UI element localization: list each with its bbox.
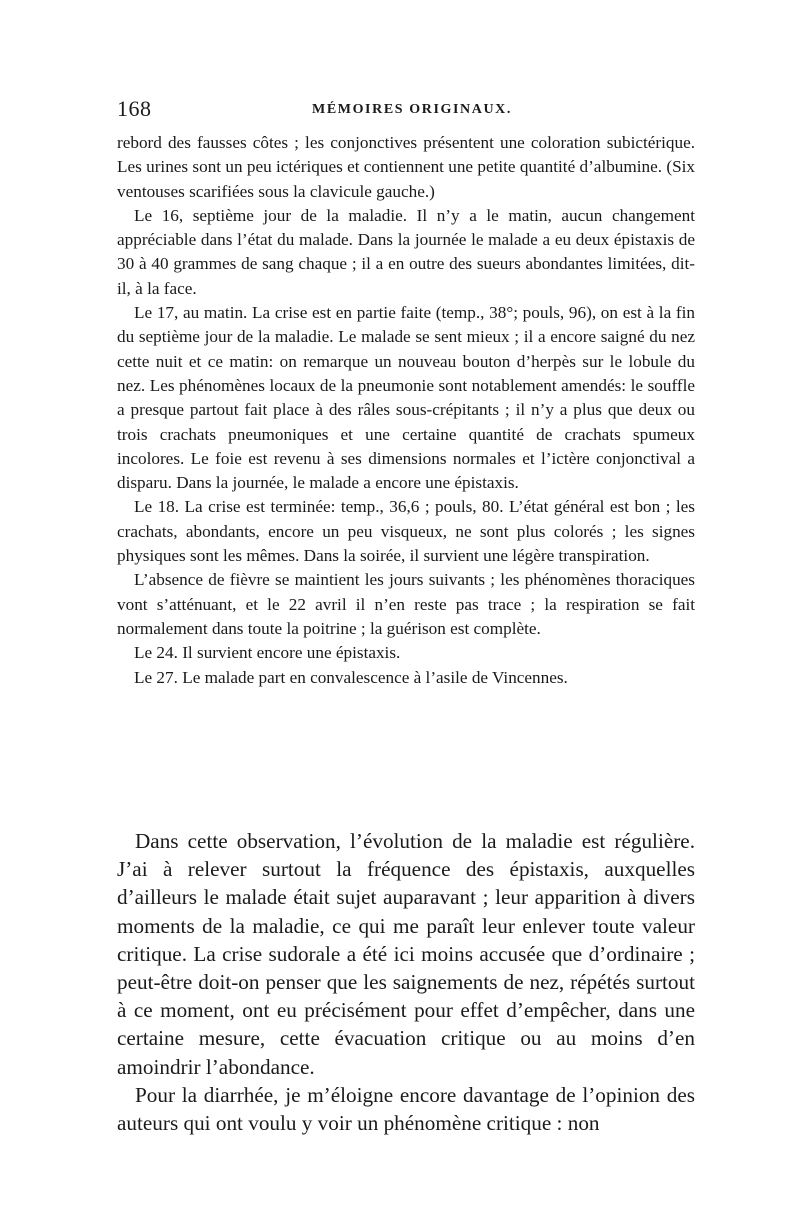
paragraph-day-24: Le 24. Il survient encore une épistaxis.: [134, 643, 401, 663]
case-observation-text: [117, 131, 695, 690]
paragraph-continuation: rebord des fausses côtes ; les conjonctives présentent une coloration subictérique. Les urines sont un peu ictériques et contiennent une petite quantité d’albumine. (Six ventouses scarifiées sous la clavicule gauche.): [117, 133, 696, 201]
paragraph-day-16: Le 16, septième jour de la maladie. Il n’y a le matin, aucun changement appréciable dans l’état du malade. Dans la journée le malade a eu deux épistaxis de 30 à 40 grammes de sang chaque ; il a en outre des sueurs abondantes limitées, dit-il, à la face.: [117, 205, 695, 298]
running-head: MÉMOIRES ORIGINAUX.: [312, 102, 512, 117]
commentary-text: [117, 827, 695, 1137]
paragraph-commentary: Dans cette observation, l’évolution de la maladie est régulière. J’ai à relever surtout la fréquence des épistaxis, auxquelles d’ailleurs le malade était sujet auparavant ; leur apparition à divers moments de la maladie, ce qui me paraît leur enlever toute valeur critique. La crise sudorale a été ici moins accusée que d’ordinaire ; peut-être doit-on penser que les saignements de nez, répétés surtout à ce moment, ont eu précisément pour effet d’empêcher, dans une certaine mesure, cette évacuation critique ou au moins d’en amoindrir l’abondance.: [117, 829, 695, 1079]
paragraph-day-18: Le 18. La crise est terminée: temp., 36,6 ; pouls, 80. L’état général est bon ; les crachats, abondants, encore un peu visqueux, ne sont plus colorés ; les signes physiques sont les mêmes. Dans la soirée, il survient une légère transpiration.: [117, 497, 695, 566]
page-header: [117, 96, 697, 126]
paragraph-following-days: L’absence de fièvre se maintient les jours suivants ; les phénomènes thoraciques vont s’atténuant, et le 22 avril il n’en reste pas trace ; la respiration se fait normalement dans toute la poitrine ; la guérison est complète.: [117, 570, 695, 638]
page-number: 168: [117, 96, 152, 121]
paragraph-day-27: Le 27. Le malade part en convalescence à l’asile de Vincennes.: [134, 667, 568, 687]
paragraph-diarrhea: Pour la diarrhée, je m’éloigne encore davantage de l’opinion des auteurs qui ont voulu y voir un phénomène critique : non: [117, 1082, 695, 1136]
paragraph-day-17: Le 17, au matin. La crise est en partie faite (temp., 38°; pouls, 96), on est à la fin du septième jour de la maladie. Le malade se sent mieux ; il a encore saigné du nez cette nuit et ce matin: on remarque un nouveau bouton d’herpès sur le lobule du nez. Les phénomènes locaux de la pneumonie sont notablement amendés: le souffle a presque partout fait place à des râles sous-crépitants ; il n’y a plus que deux ou trois crachats pneumoniques et une certaine quantité de crachats spumeux incolores. Le foie est revenu à ses dimensions normales et l’ictère conjonctival a disparu. Dans la journée, le malade a encore une épistaxis.: [117, 303, 695, 493]
